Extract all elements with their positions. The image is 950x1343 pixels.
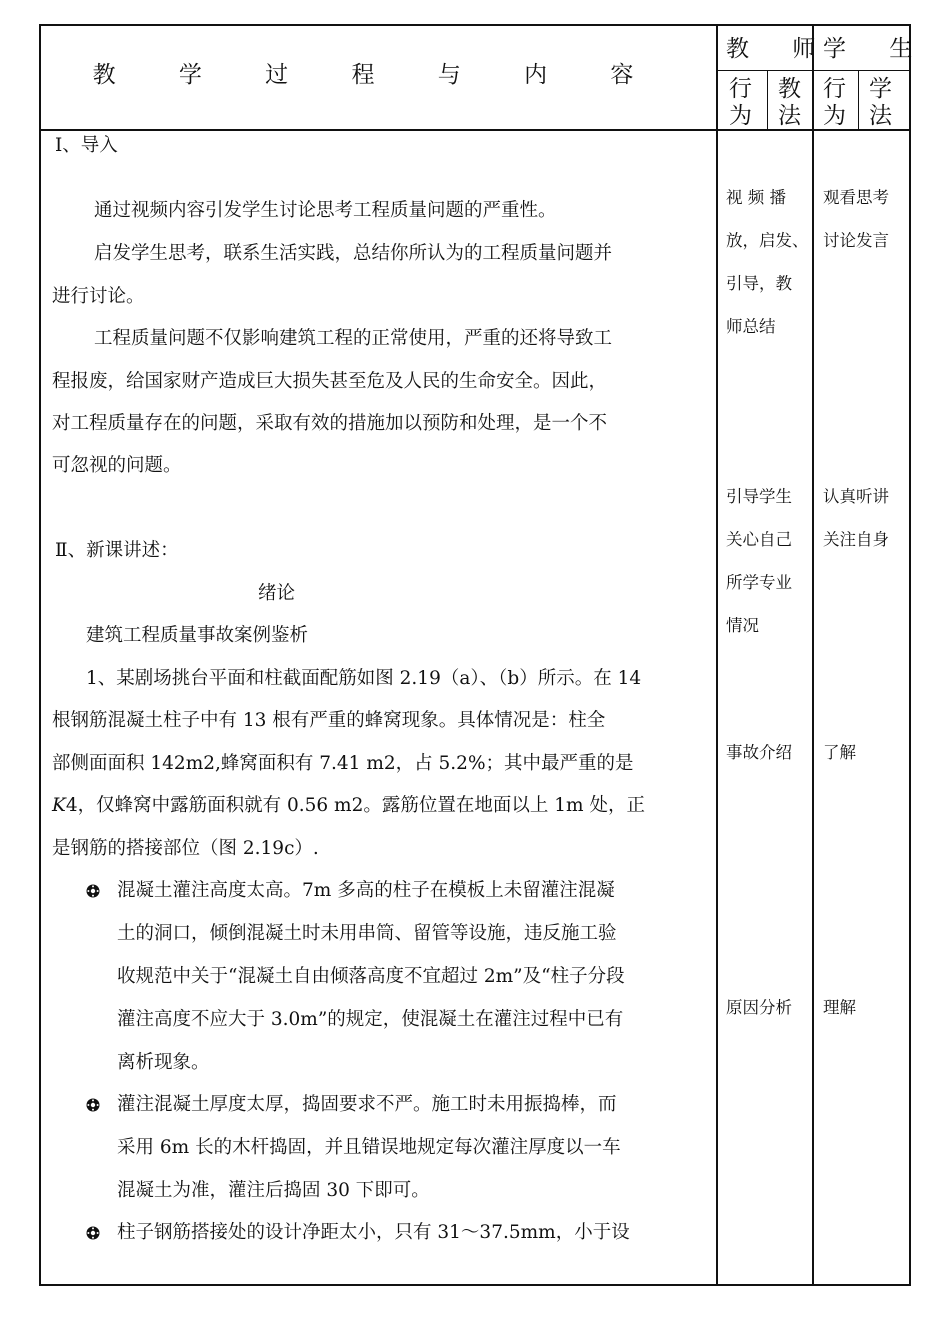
teacher-note-1-line-3: 引导，教	[726, 274, 792, 293]
teacher-note-4: 原因分析	[726, 998, 792, 1017]
paragraph-1: 通过视频内容引发学生讨论思考工程质量问题的严重性。	[94, 200, 557, 221]
student-method-header-2: 法	[869, 103, 892, 129]
bullet-1-line-5: 离析现象。	[117, 1052, 210, 1073]
case-line-4-italic: K	[52, 795, 66, 816]
lesson-heading: 绪论	[258, 583, 296, 604]
teacher-note-2-line-2: 关心自己	[726, 530, 792, 549]
teacher-header: 教 师	[726, 36, 834, 62]
teacher-method-header-2: 法	[778, 103, 801, 129]
teacher-action-header-2: 为	[729, 103, 752, 129]
bullet-2-line-3: 混凝土为准，灌注后捣固 30 下即可。	[117, 1180, 430, 1201]
bullet-1-line-1: 混凝土灌注高度太高。7m 多高的柱子在模板上未留灌注混凝	[117, 880, 615, 901]
column-divider-content	[716, 24, 718, 1286]
teacher-note-1-line-2: 放，启发、	[726, 231, 809, 250]
teacher-note-2-line-4: 情况	[726, 616, 759, 635]
student-note-4: 理解	[823, 998, 856, 1017]
lesson-subtitle: 建筑工程质量事故案例鉴析	[86, 625, 309, 646]
student-action-header-1: 行	[823, 76, 846, 102]
student-subcolumn-divider	[858, 70, 859, 129]
teacher-note-1-line-1: 视 频 播	[726, 188, 786, 207]
bullet-1-line-3: 收规范中关于“混凝土自由倾落高度不宜超过 2m”及“柱子分段	[117, 966, 625, 987]
flower-bullet-icon	[86, 1098, 100, 1112]
teacher-note-1-line-4: 师总结	[726, 317, 776, 336]
teacher-method-header-1: 教	[778, 76, 801, 102]
bullet-2-line-1: 灌注混凝土厚度太厚，捣固要求不严。施工时未用振捣棒，而	[117, 1094, 617, 1115]
case-line-5: 是钢筋的搭接部位（图 2.19c）.	[52, 838, 319, 859]
paragraph-2-line-2: 进行讨论。	[52, 286, 145, 307]
student-note-1-line-2: 讨论发言	[823, 231, 889, 250]
bullet-1-line-4: 灌注高度不应大于 3.0m”的规定，使混凝土在灌注过程中已有	[117, 1009, 624, 1030]
teacher-note-3: 事故介绍	[726, 743, 792, 762]
bullet-3-line-1: 柱子钢筋搭接处的设计净距太小，只有 31～37.5mm，小于设	[117, 1222, 630, 1243]
student-note-2-line-1: 认真听讲	[823, 487, 889, 506]
student-note-2-line-2: 关注自身	[823, 530, 889, 549]
teacher-action-header-1: 行	[729, 76, 752, 102]
bullet-1-line-2: 土的洞口，倾倒混凝土时未用串筒、留管等设施，违反施工验	[117, 923, 617, 944]
case-line-1: 1、某剧场挑台平面和柱截面配筋如图 2.19（a）、（b）所示。在 14	[86, 668, 642, 689]
case-line-4	[52, 785, 645, 827]
teacher-note-2-line-3: 所学专业	[726, 573, 792, 592]
column-divider-teacher	[812, 24, 814, 1286]
case-line-4-rest: 4，仅蜂窝中露筋面积就有 0.56 m2。露筋位置在地面以上 1m 处，正	[65, 795, 645, 816]
flower-bullet-icon	[86, 884, 100, 898]
student-header: 学 生	[823, 36, 931, 62]
paragraph-3-line-4: 可忽视的问题。	[52, 455, 182, 476]
student-note-3: 了解	[823, 743, 856, 762]
paragraph-3-line-3: 对工程质量存在的问题，采取有效的措施加以预防和处理，是一个不	[52, 413, 608, 434]
paragraph-2-line-1: 启发学生思考，联系生活实践，总结你所认为的工程质量问题并	[94, 243, 613, 264]
case-line-3: 部侧面面积 142m2,蜂窝面积有 7.41 m2，占 5.2%；其中最严重的是	[52, 753, 634, 774]
student-note-1-line-1: 观看思考	[823, 188, 889, 207]
paragraph-3-line-2: 程报废，给国家财产造成巨大损失甚至危及人民的生命安全。因此，	[52, 371, 608, 392]
section-2-title: Ⅱ、新课讲述：	[55, 540, 179, 561]
student-method-header-1: 学	[869, 76, 892, 102]
teacher-note-2-line-1: 引导学生	[726, 487, 792, 506]
section-1-title: Ⅰ、导入	[55, 135, 118, 156]
bullet-2-line-2: 采用 6m 长的木杆捣固，并且错误地规定每次灌注厚度以一车	[117, 1137, 621, 1158]
teacher-subcolumn-divider	[767, 70, 768, 129]
paragraph-3-line-1: 工程质量问题不仅影响建筑工程的正常使用，严重的还将导致工	[94, 328, 613, 349]
table-title: 教 学 过 程 与 内 容	[92, 62, 662, 88]
student-action-header-2: 为	[823, 103, 846, 129]
case-line-2: 根钢筋混凝土柱子中有 13 根有严重的蜂窝现象。具体情况是：柱全	[52, 710, 606, 731]
flower-bullet-icon	[86, 1226, 100, 1240]
